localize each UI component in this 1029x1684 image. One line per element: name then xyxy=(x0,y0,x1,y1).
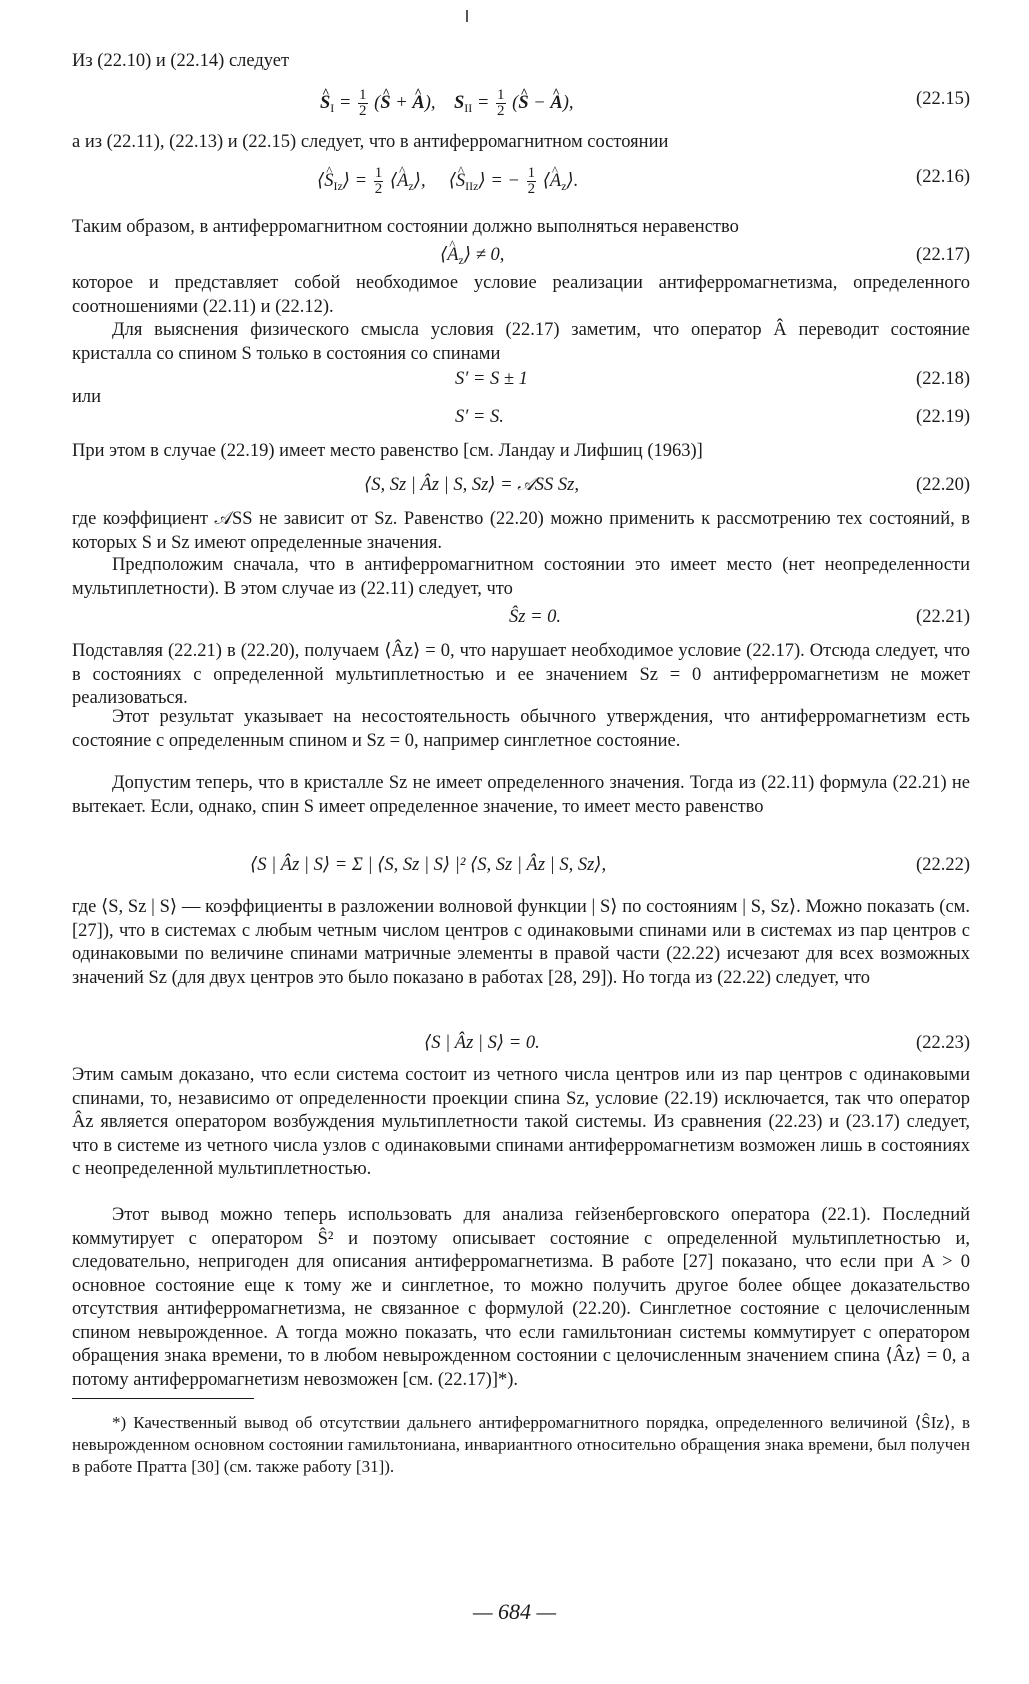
equation-formula: ⟨^ $S_{Iz}⟩$ = $\frac{1}{2}$ ⟨^ $A_z⟩$, ⟨^ $S_{IIz}⟩$ = − $\frac{1}{2}$ ⟨^ $A_z⟩$. xyxy=(317,166,578,198)
paragraph-text: Подставляя (22.21) в (22.20), получаем ⟨Âz⟩ = 0, что нарушает необходимое условие (22.17). Отсюда следует, что в состояниях с определенной мультиплетностью и ее значением Sz = 0 антиферромагнетизм не может реализоваться. xyxy=(72,641,970,708)
text-line-4: При этом в случае (22.19) имеет место равенство [см. Ландау и Лифшиц (1963)] xyxy=(72,441,703,461)
paragraph-text: которое и представляет собой необходимое условие реализации антиферромагнетизма, определенного соотношениями (22.11) и (22.12). xyxy=(72,273,970,317)
equation-formula: S′ = S ± 1 xyxy=(455,369,528,389)
paragraph-text: Этот вывод можно теперь использовать для анализа гейзенберговского оператора (22.1). Последний коммутирует с оператором Ŝ² и поэтому описывает состояние с определенной мультиплетностью и, следовательно, непригоден для описания антиферромагнетизма. В работе [27] показано, что если при A > 0 основное состояние еще к тому же и синглетное, то можно получить другое более общее доказательство отсутствия антиферромагнетизма, не связанное с формулой (22.20). Синглетное состояние с целочисленным спином невырожденное. А тогда можно показать, что если гамильтониан системы коммутирует с оператором обращения знака времени, то в любом невырожденном состоянии с целочисленным значением спина ⟨Âz⟩ = 0, а потому антиферромагнетизм невозможен [см. (22.17)]*). xyxy=(72,1205,970,1390)
paragraph-text: Этот результат указывает на несостоятельность обычного утверждения, что антиферромагнетизм есть состояние с определенным спином и Sz = 0, например синглетное состояние. xyxy=(72,707,970,751)
equation-number: (22.22) xyxy=(916,855,970,875)
equation-22-19 xyxy=(72,406,970,440)
equation-number: (22.17) xyxy=(916,245,970,265)
equation-number: (22.20) xyxy=(916,475,970,495)
equation-22-18 xyxy=(72,368,970,402)
paragraph-3 xyxy=(72,508,970,555)
paragraph-2 xyxy=(72,319,970,366)
footnote-divider xyxy=(72,1398,254,1399)
paragraph-text: Допустим теперь, что в кристалле Sz не имеет определенного значения. Тогда из (22.11) формула (22.21) не вытекает. Если, однако, спин S имеет определенное значение, то имеет место равенство xyxy=(72,773,970,817)
equation-number: (22.19) xyxy=(916,407,970,427)
footnote-text: *) Качественный вывод об отсутствии дальнего антиферромагнитного порядка, определенного величиной ⟨ŜIz⟩, в невырожденном основном состоянии гамильтониана, инвариантного относительно обращения знака времени, был получен в работе Пратта [30] (см. также работу [31]). xyxy=(72,1413,970,1476)
equation-22-23 xyxy=(72,1032,970,1066)
equation-number: (22.18) xyxy=(916,369,970,389)
paragraph-4 xyxy=(72,554,970,601)
paragraph-8 xyxy=(72,896,970,990)
equation-formula: ⟨S, Sz | Âz | S, Sz⟩ = 𝒜SS Sz, xyxy=(364,475,579,495)
equation-number: (22.23) xyxy=(916,1033,970,1053)
text-or: или xyxy=(72,387,102,407)
equation-formula: ⟨S | Âz | S⟩ = 0. xyxy=(424,1033,540,1053)
equation-formula: Ŝz = 0. xyxy=(509,607,562,627)
paragraph-1 xyxy=(72,272,970,319)
equation-number: (22.16) xyxy=(916,167,970,187)
equation-number: (22.15) xyxy=(916,89,970,109)
equation-22-15 xyxy=(72,88,970,122)
paragraph-7 xyxy=(72,772,970,819)
footnote xyxy=(72,1412,970,1478)
equation-formula: ⟨^ $A_z⟩ \ne 0$, xyxy=(440,244,504,273)
equation-22-22 xyxy=(72,854,970,888)
paragraph-text: Предположим сначала, что в антиферромагнитном состоянии это имеет место (нет неопределенности мультиплетности). В этом случае из (22.11) следует, что xyxy=(72,555,970,599)
scan-mark xyxy=(466,10,468,22)
paragraph-text: где коэффициент 𝒜SS не зависит от Sz. Равенство (22.20) можно применить к рассмотрению тех состояний, в которых S и Sz имеют определенные значения. xyxy=(72,509,970,553)
equation-formula: S′ = S. xyxy=(455,407,504,427)
paragraph-6 xyxy=(72,706,970,753)
paragraph-text: где ⟨S, Sz | S⟩ — коэффициенты в разложении волновой функции | S⟩ по состояниям | S, Sz⟩. Можно показать (см. [27]), что в системах с любым четным числом центров с одинаковыми спинами или в системах из пар центров с одинаковыми по величине спинами матричные элементы в правой части (22.22) исчезают для всех возможных значений Sz (для двух центров это было показано в работах [28, 29]). Но тогда из (22.22) следует, что xyxy=(72,897,970,988)
equation-formula: ^ $S_I$ = $\frac{1}{2}$ (^ S + ^ A), $S_{II}$ = $\frac{1}{2}$ (^ S − ^ A), xyxy=(320,88,574,120)
equation-22-20 xyxy=(72,474,970,508)
paragraph-10 xyxy=(72,1204,970,1392)
text-line-intro: Из (22.10) и (22.14) следует xyxy=(72,51,290,71)
equation-22-21 xyxy=(72,606,970,640)
paragraph-5 xyxy=(72,640,970,711)
paragraph-text: Для выяснения физического смысла условия (22.17) заметим, что оператор Â переводит состояние кристалла со спином S только в состояния со спинами xyxy=(72,320,970,364)
paragraph-9 xyxy=(72,1064,970,1182)
text-line-2: а из (22.11), (22.13) и (22.15) следует, что в антиферромагнитном состоянии xyxy=(72,132,669,152)
paragraph-text: Этим самым доказано, что если система состоит из четного числа центров или из пар центров с одинаковыми спинами, то, независимо от определенности проекции спина Sz, условие (22.19) исключается, так что оператор Âz является оператором возбуждения мультиплетности такой системы. Из сравнения (22.23) и (23.17) следует, что в системе из четного числа узлов с одинаковыми спинами антиферромагнетизм возможен лишь в состояниях с неопределенной мультиплетностью. xyxy=(72,1065,970,1179)
equation-22-16 xyxy=(72,166,970,200)
equation-number: (22.21) xyxy=(916,607,970,627)
page-number: — 684 — xyxy=(472,1599,557,1624)
equation-formula: ⟨S | Âz | S⟩ = Σ | ⟨S, Sz | S⟩ |² ⟨S, Sz | Âz | S, Sz⟩, xyxy=(250,855,607,875)
text-line-3: Таким образом, в антиферромагнитном состоянии должно выполняться неравенство xyxy=(72,217,739,237)
